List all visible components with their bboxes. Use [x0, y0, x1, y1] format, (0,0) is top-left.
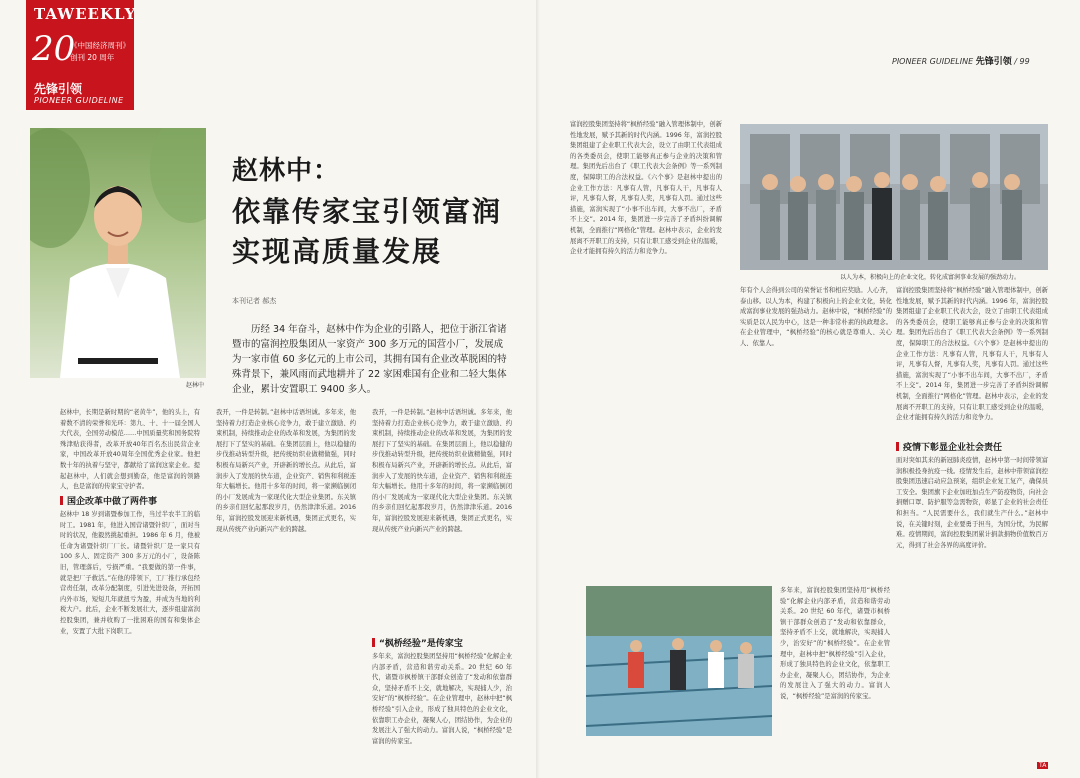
body-column-4: 富润控股集团坚持将“枫桥经验”融入管理体制中，创新性地发展，赋予其新的时代内涵。1996 年，富润控股集团组建了企业职工代表大会，设立了由职工代表组成的各类委员会，使职工能够真正参与企业的决策和管理。集团先后出台了《职工代表大会条例》等一系列制度，保障职工的合法权益。《六个事》是赵林中提出的企业工作方法：凡事有人管，凡事有人干，凡事有人评，凡事有人督，凡事有人奖，凡事有人罚。通过这些措施，富润实现了“小事不出车间，大事不出厂，矛盾不上交”。2014 年，集团进一步完善了矛盾纠纷调解机制，全面推行“网格化”管理。赵林中表示，企业的发展离不开职工的支持，只有让职工感受到企业的温暖，企业才能拥有持久的活力和竞争力。: [570, 121, 722, 256]
body-column-2: 我开，一件是转制。”赵林中话语坦诚。多年来，他坚持着力打造企业核心竞争力，敢于建立激励、约束机制，持续推动企业的改革和发展，为集团的发展打下了坚实的基础。在集团层面上，他以稳健的步伐推动转型升级，把传统纺织业做精做强，同时积极布局新兴产业，开辟新的增长点。从此后，富润步入了发展的快车道，企业资产、销售和利税连年大幅增长。他用十多年的时间，将一家濒临倒闭的小厂发展成为一家现代化大型企业集团。东关镇的乡亲们回忆起那段岁月，仍然津津乐道。2016 年，富润控股发展迎来新机遇，集团正式更名，实现从传统产业向新兴产业的跨越。: [216, 409, 356, 533]
factory-photo: [586, 586, 772, 736]
body-column-6: 面对突如其来的新冠肺炎疫情，赵林中第一时间带领富润积极投身抗疫一线。疫情发生后，赵林中带领富润控股集团迅速启动应急预案，组织企业复工复产，确保员工安全。集团旗下企业加班加点生产防疫物资，向社会捐赠口罩、防护服等急需物资，彰显了企业的社会责任和担当。“人民需要什么，我们就生产什么。”赵林中说，在关键时刻，企业要勇于担当，为国分忧，为民解难。疫情期间，富润控股集团累计捐款捐物价值数百万元，得到了社会各界的高度评价。: [896, 457, 1048, 549]
running-head: [892, 54, 1030, 67]
running-head-en: PIONEER GUIDELINE: [892, 57, 974, 66]
masthead: [26, 0, 137, 110]
group-photo: [740, 124, 1048, 270]
factory-illustration: [586, 586, 772, 736]
anniversary-sub-1: 《中国经济周刊》: [70, 41, 130, 50]
right-page: [540, 0, 1080, 778]
section-heading-2: “枫桥经验”是传家宝: [372, 636, 463, 649]
section-heading-3: 疫情下彰显企业社会责任: [896, 440, 1002, 453]
body-column-5b: 多年来，富润控股集团坚持用“枫桥经验”化解企业内部矛盾，营造和谐劳动关系。20 世纪 60 年代，诸暨市枫桥镇干部群众创造了“发动和依靠群众，坚持矛盾不上交，就地解决，实现捕人少，治安好”的“枫桥经验”。在企业管理中，赵林中把“枫桥经验”引入企业，形成了独具特色的企业文化，依靠职工办企业，凝聚人心，团结协作，为企业的发展注入了强大的动力。富润人说，“枫桥经验”是富润的传家宝。: [780, 587, 890, 700]
byline: 本刊记者 郝杰: [232, 297, 277, 305]
group-photo-caption: 以人为本，积极向上的企业文化，转化成富润事业发展的强劲动力。: [840, 274, 1021, 281]
article-lede: 历经 34 年奋斗，赵林中作为企业的引路人，把位于浙江省诸暨市的富润控股集团从一家资产 300 多万元的国营小厂，发展成为一家市值 60 多亿元的上市公司，其拥有国有企业改革脱困的特殊背景下，兼风雨而武地耕并了 22 家困难国有企业和二轻大集体企业，累计安置职工 9400 多人。: [232, 324, 507, 395]
portrait-caption: 赵林中: [186, 382, 205, 389]
article-title-line-1: 依靠传家宝引领富润: [232, 195, 503, 228]
anniversary-sub-2: 创刊 20 周年: [70, 53, 115, 62]
section-title-cn: 先锋引领: [34, 82, 83, 96]
body-column-1b: 赵林中 18 岁到诸暨参加工作，当过半农半工的临时工。1981 年，他进入国营诸暨针织厂，面对当时的状况，他毅然挑起重担。1986 年 6 月，他被任命为诸暨针织厂厂长。诸暨针织厂是一家只有 100 多人、固定资产 300 多万元的小厂，设备陈旧，管理落后，亏损严重。“我要做的第一件事，就是把厂子救活。”在他的带领下，工厂推行承包经营责任制，改革分配制度，引进先进设备，开拓国内外市场，短短几年就扭亏为盈，并成为当地的利税大户。此后，企业不断发展壮大，逐步组建富润控股集团，兼并收购了一批困难的国有和集体企业，安置了大批下岗职工。: [60, 511, 200, 635]
body-column-1a: 赵林中，长期是新时期的“老黄牛”，他的头上，有着数不清的荣誉和光环：第九、十、十一届全国人大代表，全国劳动模范……中国质量奖和国务院特殊津贴获得者，改革开放40年百名杰出民营企业家，中国改革开放40周年全国优秀企业家。他把数十年的执着与坚守，都献给了富润这家企业。提起赵林中，人们就会想到勤奋，他是富润的领路人，也是富润的传家宝守护者。: [60, 409, 200, 490]
anniversary-number: 20: [32, 29, 76, 69]
body-column-5a-continued: 富润控股集团坚持将“枫桥经验”融入管理体制中，创新性地发展，赋予其新的时代内涵。1996 年，富润控股集团组建了企业职工代表大会，设立了由职工代表组成的各类委员会，使职工能够真正参与企业的决策和管理。集团先后出台了《职工代表大会条例》等一系列制度，保障职工的合法权益。《六个事》是赵林中提出的企业工作方法：凡事有人管，凡事有人干，凡事有人评，凡事有人督，凡事有人奖，凡事有人罚。通过这些措施，富润实现了“小事不出车间，大事不出厂，矛盾不上交”。2014 年，集团进一步完善了矛盾纠纷调解机制，全面推行“网格化”管理。赵林中表示，企业的发展离不开职工的支持，只有让职工感受到企业的温暖，企业才能拥有持久的活力和竞争力。: [896, 287, 1048, 422]
running-head-cn: 先锋引领: [975, 57, 1012, 67]
section-title-en: PIONEER GUIDELINE: [34, 96, 124, 105]
magazine-brand: TAWEEKLY: [34, 5, 137, 23]
body-column-3b: 多年来，富润控股集团坚持用“枫桥经验”化解企业内部矛盾，营造和谐劳动关系。20 世纪 60 年代，诸暨市枫桥镇干部群众创造了“发动和依靠群众，坚持矛盾不上交，就地解决，实现捕人少，治安好”的“枫桥经验”。在企业管理中，赵林中把“枫桥经验”引入企业，形成了独具特色的企业文化，依靠职工办企业，凝聚人心，团结协作，为企业的发展注入了强大的动力。富润人说，“枫桥经验”是富润的传家宝。: [372, 653, 512, 745]
body-column-3a: 我开，一件是转制。”赵林中话语坦诚。多年来，他坚持着力打造企业核心竞争力，敢于建立激励、约束机制，持续推动企业的改革和发展，为集团的发展打下了坚实的基础。在集团层面上，他以稳健的步伐推动转型升级，把传统纺织业做精做强，同时积极布局新兴产业，开辟新的增长点。从此后，富润步入了发展的快车道，企业资产、销售和利税连年大幅增长。他用十多年的时间，将一家濒临倒闭的小厂发展成为一家现代化大型企业集团。东关镇的乡亲们回忆起那段岁月，仍然津津乐道。2016 年，富润控股发展迎来新机遇，集团正式更名，实现从传统产业向新兴产业的跨越。: [372, 409, 512, 533]
portrait-illustration: [30, 128, 206, 378]
article-title-line-2: 实现高质量发展: [232, 235, 443, 268]
article-name: 赵林中：: [232, 156, 341, 186]
portrait-photo: [30, 128, 206, 378]
page-number: / 99: [1014, 57, 1030, 66]
end-mark: TA: [1039, 762, 1047, 769]
group-illustration: [740, 124, 1048, 270]
body-column-5a: 年有个人会得到公司的荣誉证书和相应奖励。人心齐，泰山移。以人为本，构建了积极向上的企业文化，转化成富润事业发展的强劲动力。赵林中说，“枫桥经验”的实质是以人民为中心，这是一种非常朴素的执政理念。在企业管理中，“枫桥经验”的核心就是尊重人、关心人、依靠人。: [740, 287, 892, 347]
section-heading-1: 国企改革中做了两件事: [60, 494, 157, 507]
